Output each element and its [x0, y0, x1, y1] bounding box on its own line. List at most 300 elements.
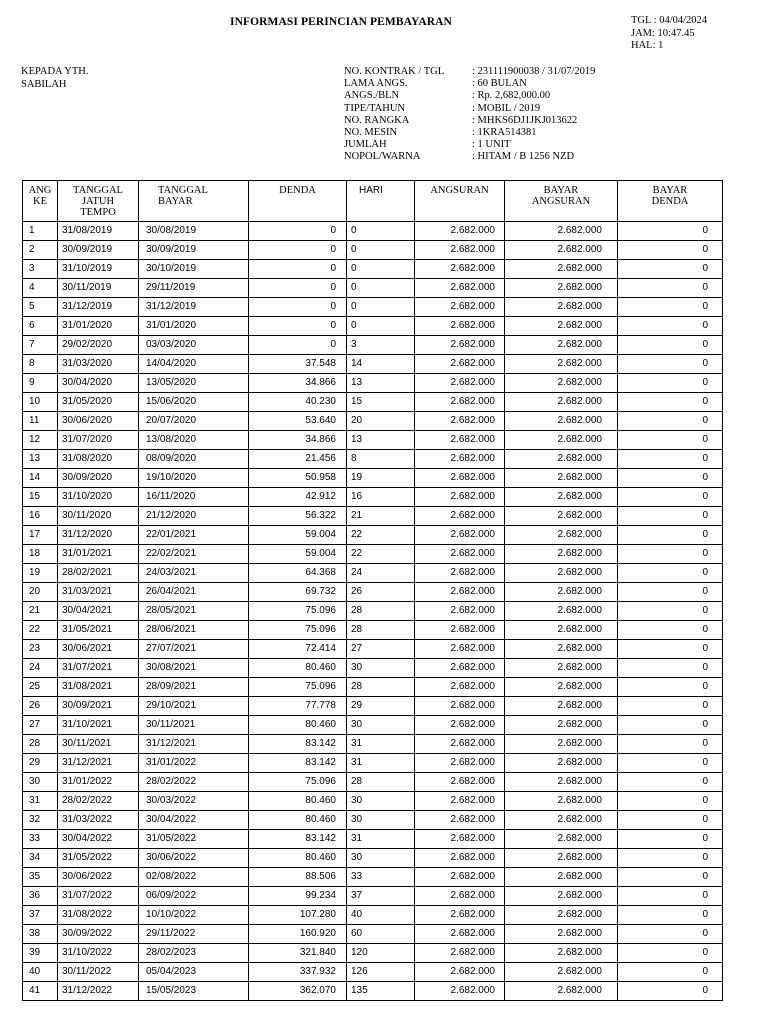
contract-label: NO. RANGKA	[344, 114, 410, 126]
cell-due-date: 28/02/2021	[58, 564, 139, 583]
header-line: TANGGAL	[73, 185, 123, 196]
cell-paid-fine: 0	[618, 868, 723, 887]
cell-due-date: 31/12/2022	[58, 982, 139, 1001]
cell-payment-date: 30/08/2021	[139, 659, 249, 678]
cell-installment-no: 26	[23, 697, 58, 716]
cell-days-late: 21	[347, 507, 415, 526]
cell-installment: 2.682.000	[415, 222, 505, 241]
header-line: DENDA	[651, 196, 689, 207]
cell-days-late: 120	[347, 944, 415, 963]
cell-days-late: 0	[347, 317, 415, 336]
table-row	[23, 602, 723, 621]
cell-fine: 40.230	[249, 393, 347, 412]
cell-paid-installment: 2.682.000	[505, 754, 618, 773]
cell-payment-date: 28/09/2021	[139, 678, 249, 697]
document-title: INFORMASI PERINCIAN PEMBAYARAN	[230, 16, 452, 28]
cell-fine: 0	[249, 222, 347, 241]
cell-days-late: 3	[347, 336, 415, 355]
table-row	[23, 336, 723, 355]
cell-paid-fine: 0	[618, 678, 723, 697]
cell-fine: 64.368	[249, 564, 347, 583]
cell-due-date: 31/12/2020	[58, 526, 139, 545]
page-number: HAL: 1	[631, 40, 664, 51]
cell-installment-no: 41	[23, 982, 58, 1001]
cell-due-date: 31/12/2021	[58, 754, 139, 773]
cell-payment-date: 03/03/2020	[139, 336, 249, 355]
cell-paid-installment: 2.682.000	[505, 697, 618, 716]
cell-fine: 37.548	[249, 355, 347, 374]
cell-paid-fine: 0	[618, 602, 723, 621]
cell-installment: 2.682.000	[415, 735, 505, 754]
cell-due-date: 31/03/2021	[58, 583, 139, 602]
cell-days-late: 31	[347, 754, 415, 773]
cell-paid-fine: 0	[618, 583, 723, 602]
cell-due-date: 31/07/2022	[58, 887, 139, 906]
cell-due-date: 30/11/2022	[58, 963, 139, 982]
cell-due-date: 30/11/2020	[58, 507, 139, 526]
contract-value: : HITAM / B 1256 NZD	[472, 151, 575, 163]
cell-paid-installment: 2.682.000	[505, 602, 618, 621]
cell-payment-date: 31/05/2022	[139, 830, 249, 849]
cell-due-date: 30/11/2019	[58, 279, 139, 298]
cell-installment-no: 6	[23, 317, 58, 336]
cell-days-late: 27	[347, 640, 415, 659]
cell-paid-fine: 0	[618, 317, 723, 336]
cell-paid-fine: 0	[618, 906, 723, 925]
cell-paid-fine: 0	[618, 298, 723, 317]
cell-fine: 34.866	[249, 374, 347, 393]
cell-payment-date: 30/04/2022	[139, 811, 249, 830]
cell-due-date: 31/10/2021	[58, 716, 139, 735]
addressee-salutation: KEPADA YTH.	[21, 66, 89, 77]
cell-paid-fine: 0	[618, 279, 723, 298]
cell-paid-installment: 2.682.000	[505, 260, 618, 279]
cell-paid-fine: 0	[618, 697, 723, 716]
print-time: JAM: 10:47.45	[631, 27, 695, 39]
cell-installment-no: 8	[23, 355, 58, 374]
table-row	[23, 279, 723, 298]
table-row	[23, 545, 723, 564]
table-row	[23, 640, 723, 659]
cell-paid-fine: 0	[618, 735, 723, 754]
cell-installment: 2.682.000	[415, 469, 505, 488]
cell-installment: 2.682.000	[415, 450, 505, 469]
cell-days-late: 0	[347, 241, 415, 260]
cell-due-date: 30/04/2020	[58, 374, 139, 393]
cell-paid-fine: 0	[618, 469, 723, 488]
cell-payment-date: 22/02/2021	[139, 545, 249, 564]
cell-payment-date: 19/10/2020	[139, 469, 249, 488]
cell-installment-no: 3	[23, 260, 58, 279]
cell-payment-date: 26/04/2021	[139, 583, 249, 602]
cell-installment-no: 16	[23, 507, 58, 526]
cell-due-date: 30/09/2022	[58, 925, 139, 944]
cell-installment-no: 7	[23, 336, 58, 355]
cell-payment-date: 24/03/2021	[139, 564, 249, 583]
cell-due-date: 31/10/2019	[58, 260, 139, 279]
cell-paid-fine: 0	[618, 507, 723, 526]
cell-paid-installment: 2.682.000	[505, 982, 618, 1001]
table-row	[23, 735, 723, 754]
cell-payment-date: 29/11/2019	[139, 279, 249, 298]
cell-paid-installment: 2.682.000	[505, 678, 618, 697]
cell-due-date: 31/08/2021	[58, 678, 139, 697]
contract-row	[344, 115, 595, 127]
cell-due-date: 31/03/2020	[58, 355, 139, 374]
cell-payment-date: 06/09/2022	[139, 887, 249, 906]
table-row	[23, 450, 723, 469]
cell-paid-fine: 0	[618, 393, 723, 412]
cell-due-date: 31/05/2020	[58, 393, 139, 412]
cell-fine: 321.840	[249, 944, 347, 963]
cell-due-date: 29/02/2020	[58, 336, 139, 355]
cell-installment-no: 39	[23, 944, 58, 963]
cell-due-date: 30/09/2020	[58, 469, 139, 488]
cell-days-late: 13	[347, 431, 415, 450]
table-row	[23, 830, 723, 849]
cell-installment-no: 38	[23, 925, 58, 944]
cell-days-late: 30	[347, 659, 415, 678]
table-row	[23, 849, 723, 868]
cell-installment: 2.682.000	[415, 963, 505, 982]
contract-row	[344, 103, 595, 115]
addressee-name: SABILAH	[21, 78, 67, 90]
table-row	[23, 260, 723, 279]
table-row	[23, 887, 723, 906]
cell-installment: 2.682.000	[415, 640, 505, 659]
cell-paid-fine: 0	[618, 355, 723, 374]
table-row	[23, 811, 723, 830]
cell-paid-fine: 0	[618, 222, 723, 241]
cell-fine: 80.460	[249, 849, 347, 868]
cell-payment-date: 30/08/2019	[139, 222, 249, 241]
cell-installment: 2.682.000	[415, 393, 505, 412]
cell-due-date: 31/08/2020	[58, 450, 139, 469]
table-row	[23, 697, 723, 716]
cell-days-late: 37	[347, 887, 415, 906]
header-line: KE	[33, 196, 47, 207]
cell-paid-installment: 2.682.000	[505, 545, 618, 564]
table-row	[23, 564, 723, 583]
cell-paid-fine: 0	[618, 944, 723, 963]
cell-days-late: 29	[347, 697, 415, 716]
cell-paid-fine: 0	[618, 659, 723, 678]
cell-paid-fine: 0	[618, 450, 723, 469]
cell-paid-installment: 2.682.000	[505, 317, 618, 336]
cell-paid-installment: 2.682.000	[505, 450, 618, 469]
cell-paid-installment: 2.682.000	[505, 716, 618, 735]
cell-days-late: 0	[347, 222, 415, 241]
cell-installment-no: 33	[23, 830, 58, 849]
cell-payment-date: 08/09/2020	[139, 450, 249, 469]
cell-days-late: 0	[347, 260, 415, 279]
cell-installment: 2.682.000	[415, 545, 505, 564]
table-row	[23, 412, 723, 431]
cell-payment-date: 05/04/2023	[139, 963, 249, 982]
contract-value: : Rp. 2,682,000.00	[472, 90, 551, 102]
contract-info	[344, 66, 595, 164]
cell-installment: 2.682.000	[415, 488, 505, 507]
cell-paid-fine: 0	[618, 773, 723, 792]
cell-paid-fine: 0	[618, 792, 723, 811]
cell-installment-no: 27	[23, 716, 58, 735]
cell-paid-installment: 2.682.000	[505, 773, 618, 792]
table-row	[23, 868, 723, 887]
table-row	[23, 982, 723, 1001]
cell-paid-installment: 2.682.000	[505, 241, 618, 260]
contract-value: : 1KRA514381	[472, 127, 537, 139]
cell-days-late: 30	[347, 849, 415, 868]
cell-installment-no: 35	[23, 868, 58, 887]
cell-days-late: 28	[347, 621, 415, 640]
cell-installment: 2.682.000	[415, 279, 505, 298]
cell-payment-date: 31/01/2022	[139, 754, 249, 773]
cell-days-late: 26	[347, 583, 415, 602]
cell-installment-no: 40	[23, 963, 58, 982]
cell-installment: 2.682.000	[415, 830, 505, 849]
cell-payment-date: 13/05/2020	[139, 374, 249, 393]
cell-paid-installment: 2.682.000	[505, 355, 618, 374]
cell-days-late: 28	[347, 678, 415, 697]
table-row	[23, 678, 723, 697]
cell-days-late: 22	[347, 526, 415, 545]
cell-fine: 53.640	[249, 412, 347, 431]
cell-paid-installment: 2.682.000	[505, 944, 618, 963]
cell-fine: 80.460	[249, 811, 347, 830]
cell-due-date: 30/06/2022	[58, 868, 139, 887]
cell-paid-installment: 2.682.000	[505, 298, 618, 317]
header-bayar-angsuran	[505, 181, 618, 222]
cell-installment: 2.682.000	[415, 773, 505, 792]
table-row	[23, 374, 723, 393]
cell-payment-date: 31/01/2020	[139, 317, 249, 336]
table-row	[23, 241, 723, 260]
cell-installment: 2.682.000	[415, 906, 505, 925]
cell-fine: 0	[249, 336, 347, 355]
cell-payment-date: 22/01/2021	[139, 526, 249, 545]
cell-installment: 2.682.000	[415, 241, 505, 260]
table-row	[23, 792, 723, 811]
table-row	[23, 754, 723, 773]
cell-installment-no: 22	[23, 621, 58, 640]
cell-installment: 2.682.000	[415, 317, 505, 336]
table-row	[23, 526, 723, 545]
cell-due-date: 31/12/2019	[58, 298, 139, 317]
cell-fine: 83.142	[249, 830, 347, 849]
cell-paid-fine: 0	[618, 849, 723, 868]
cell-days-late: 28	[347, 773, 415, 792]
cell-installment-no: 34	[23, 849, 58, 868]
cell-due-date: 31/01/2021	[58, 545, 139, 564]
cell-payment-date: 29/11/2022	[139, 925, 249, 944]
contract-value: : 231111900038 / 31/07/2019	[472, 66, 596, 77]
cell-installment: 2.682.000	[415, 583, 505, 602]
cell-paid-fine: 0	[618, 374, 723, 393]
cell-payment-date: 13/08/2020	[139, 431, 249, 450]
cell-days-late: 19	[347, 469, 415, 488]
cell-installment: 2.682.000	[415, 336, 505, 355]
cell-installment-no: 29	[23, 754, 58, 773]
header-tanggal-bayar	[139, 181, 249, 222]
cell-installment: 2.682.000	[415, 374, 505, 393]
table-header-row	[23, 181, 723, 222]
cell-days-late: 20	[347, 412, 415, 431]
cell-payment-date: 14/04/2020	[139, 355, 249, 374]
cell-paid-fine: 0	[618, 545, 723, 564]
cell-fine: 80.460	[249, 659, 347, 678]
table-row	[23, 963, 723, 982]
cell-installment: 2.682.000	[415, 678, 505, 697]
table-row	[23, 222, 723, 241]
cell-days-late: 60	[347, 925, 415, 944]
cell-installment: 2.682.000	[415, 412, 505, 431]
cell-installment: 2.682.000	[415, 849, 505, 868]
cell-installment-no: 37	[23, 906, 58, 925]
cell-installment: 2.682.000	[415, 659, 505, 678]
table-row	[23, 431, 723, 450]
cell-payment-date: 16/11/2020	[139, 488, 249, 507]
cell-paid-fine: 0	[618, 716, 723, 735]
cell-fine: 77.778	[249, 697, 347, 716]
contract-row	[344, 90, 595, 102]
cell-due-date: 31/08/2019	[58, 222, 139, 241]
cell-fine: 80.460	[249, 716, 347, 735]
cell-days-late: 0	[347, 298, 415, 317]
cell-payment-date: 31/12/2021	[139, 735, 249, 754]
cell-due-date: 31/01/2020	[58, 317, 139, 336]
cell-installment: 2.682.000	[415, 564, 505, 583]
contract-row	[344, 151, 595, 163]
cell-fine: 0	[249, 241, 347, 260]
cell-installment-no: 13	[23, 450, 58, 469]
cell-installment-no: 30	[23, 773, 58, 792]
cell-paid-installment: 2.682.000	[505, 925, 618, 944]
table-row	[23, 469, 723, 488]
cell-fine: 69.732	[249, 583, 347, 602]
cell-installment-no: 1	[23, 222, 58, 241]
cell-paid-fine: 0	[618, 241, 723, 260]
cell-paid-installment: 2.682.000	[505, 640, 618, 659]
table-row	[23, 583, 723, 602]
cell-installment-no: 17	[23, 526, 58, 545]
cell-installment: 2.682.000	[415, 260, 505, 279]
contract-value: : MHKS6DJ1JKJ013622	[472, 114, 578, 126]
table-row	[23, 659, 723, 678]
cell-payment-date: 15/06/2020	[139, 393, 249, 412]
cell-installment: 2.682.000	[415, 792, 505, 811]
cell-payment-date: 10/10/2022	[139, 906, 249, 925]
print-meta	[631, 15, 707, 53]
cell-installment-no: 36	[23, 887, 58, 906]
contract-label: JUMLAH	[344, 139, 387, 151]
cell-fine: 75.096	[249, 773, 347, 792]
cell-paid-fine: 0	[618, 887, 723, 906]
cell-paid-installment: 2.682.000	[505, 374, 618, 393]
cell-payment-date: 28/06/2021	[139, 621, 249, 640]
cell-payment-date: 30/06/2022	[139, 849, 249, 868]
cell-paid-installment: 2.682.000	[505, 963, 618, 982]
cell-due-date: 31/03/2022	[58, 811, 139, 830]
table-row	[23, 393, 723, 412]
cell-installment-no: 10	[23, 393, 58, 412]
cell-paid-fine: 0	[618, 336, 723, 355]
contract-label: NOPOL/WARNA	[344, 151, 421, 163]
cell-paid-installment: 2.682.000	[505, 393, 618, 412]
cell-days-late: 16	[347, 488, 415, 507]
cell-due-date: 31/10/2020	[58, 488, 139, 507]
cell-installment-no: 25	[23, 678, 58, 697]
cell-installment: 2.682.000	[415, 887, 505, 906]
cell-fine: 0	[249, 279, 347, 298]
cell-fine: 88.506	[249, 868, 347, 887]
cell-days-late: 126	[347, 963, 415, 982]
cell-paid-installment: 2.682.000	[505, 792, 618, 811]
cell-paid-installment: 2.682.000	[505, 887, 618, 906]
cell-paid-fine: 0	[618, 412, 723, 431]
cell-paid-installment: 2.682.000	[505, 222, 618, 241]
cell-due-date: 30/04/2021	[58, 602, 139, 621]
addressee-block	[21, 66, 88, 91]
cell-paid-installment: 2.682.000	[505, 488, 618, 507]
contract-row	[344, 66, 595, 78]
cell-days-late: 24	[347, 564, 415, 583]
cell-installment-no: 32	[23, 811, 58, 830]
cell-installment-no: 2	[23, 241, 58, 260]
cell-days-late: 30	[347, 811, 415, 830]
cell-paid-installment: 2.682.000	[505, 735, 618, 754]
cell-paid-installment: 2.682.000	[505, 507, 618, 526]
cell-paid-fine: 0	[618, 811, 723, 830]
cell-installment: 2.682.000	[415, 602, 505, 621]
header-line: DENDA	[279, 185, 316, 196]
cell-fine: 42.912	[249, 488, 347, 507]
cell-days-late: 15	[347, 393, 415, 412]
cell-paid-fine: 0	[618, 621, 723, 640]
cell-due-date: 31/08/2022	[58, 906, 139, 925]
contract-row	[344, 78, 595, 90]
cell-due-date: 30/09/2019	[58, 241, 139, 260]
table-row	[23, 507, 723, 526]
cell-fine: 50.958	[249, 469, 347, 488]
cell-paid-installment: 2.682.000	[505, 659, 618, 678]
cell-installment: 2.682.000	[415, 982, 505, 1001]
header-angsuran	[415, 181, 505, 222]
cell-installment-no: 9	[23, 374, 58, 393]
header-line: ANG	[28, 185, 52, 196]
cell-fine: 75.096	[249, 602, 347, 621]
cell-paid-fine: 0	[618, 963, 723, 982]
cell-installment-no: 31	[23, 792, 58, 811]
contract-value: : 1 UNIT	[472, 139, 511, 151]
cell-paid-installment: 2.682.000	[505, 849, 618, 868]
cell-installment-no: 19	[23, 564, 58, 583]
cell-payment-date: 20/07/2020	[139, 412, 249, 431]
table-row	[23, 716, 723, 735]
cell-fine: 21.456	[249, 450, 347, 469]
cell-installment-no: 24	[23, 659, 58, 678]
cell-paid-fine: 0	[618, 431, 723, 450]
cell-paid-installment: 2.682.000	[505, 811, 618, 830]
cell-paid-fine: 0	[618, 640, 723, 659]
cell-payment-date: 28/05/2021	[139, 602, 249, 621]
cell-payment-date: 02/08/2022	[139, 868, 249, 887]
cell-paid-fine: 0	[618, 564, 723, 583]
payment-table	[22, 180, 723, 1001]
header-hari	[347, 181, 415, 222]
cell-payment-date: 30/03/2022	[139, 792, 249, 811]
cell-installment: 2.682.000	[415, 697, 505, 716]
header-line: TEMPO	[80, 207, 116, 218]
